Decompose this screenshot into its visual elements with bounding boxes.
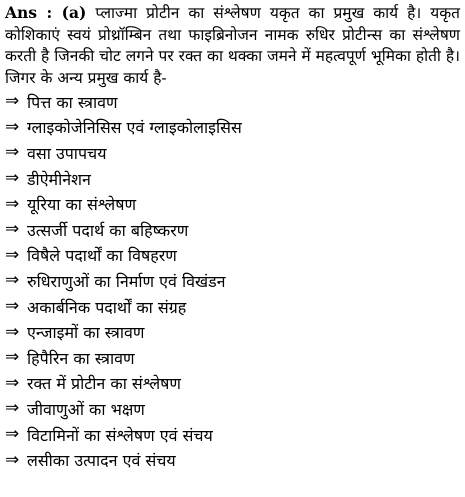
double-arrow-icon: ⇒ <box>5 296 20 317</box>
list-item-text: विषैले पदार्थों का विषहरण <box>27 246 177 266</box>
list-item <box>5 422 460 448</box>
list-item <box>5 191 460 217</box>
double-arrow-icon: ⇒ <box>5 219 20 240</box>
liver-functions-list <box>5 89 460 473</box>
list-item <box>5 166 460 192</box>
list-item <box>5 268 460 294</box>
list-item <box>5 345 460 371</box>
list-item-text: विटामिनों का संश्लेषण एवं संचय <box>27 425 213 445</box>
double-arrow-icon: ⇒ <box>5 270 20 291</box>
double-arrow-icon: ⇒ <box>5 424 20 445</box>
list-item-text: लसीका उत्पादन एवं संचय <box>27 451 176 471</box>
list-item <box>5 140 460 166</box>
double-arrow-icon: ⇒ <box>5 193 20 214</box>
answer-intro-text: प्लाज्मा प्रोटीन का संश्लेषण यकृत का प्रमुख कार्य है। यकृत कोशिकाएं स्वयं प्रोथ्रॉम्बिन तथा फाइब्रिनोजन नामक रुधिर प्रोटीन्स का संश्लेषण करती है जिनकी चोट लगने पर रक्त का थक्का जमने में महत्वपूर्ण भूमिका होती है। जिगर के अन्य प्रमुख कार्य है- <box>5 4 460 87</box>
list-item <box>5 447 460 473</box>
list-item-text: रुधिराणुओं का निर्माण एवं विखंडन <box>27 271 226 291</box>
list-item-text: ग्लाइकोजेनिसिस एवं ग्लाइकोलाइसिस <box>27 118 242 138</box>
list-item <box>5 396 460 422</box>
double-arrow-icon: ⇒ <box>5 398 20 419</box>
double-arrow-icon: ⇒ <box>5 372 20 393</box>
double-arrow-icon: ⇒ <box>5 142 20 163</box>
list-item <box>5 89 460 115</box>
double-arrow-icon: ⇒ <box>5 244 20 265</box>
list-item-text: पित्त का स्त्रावण <box>27 92 118 112</box>
list-item-text: एन्जाइमों का स्त्रावण <box>27 323 145 343</box>
list-item <box>5 294 460 320</box>
list-item <box>5 243 460 269</box>
list-item <box>5 217 460 243</box>
list-item-text: जीवाणुओं का भक्षण <box>27 399 145 419</box>
double-arrow-icon: ⇒ <box>5 91 20 112</box>
list-item-text: वसा उपापचय <box>27 143 107 163</box>
list-item <box>5 371 460 397</box>
double-arrow-icon: ⇒ <box>5 116 20 137</box>
double-arrow-icon: ⇒ <box>5 168 20 189</box>
double-arrow-icon: ⇒ <box>5 321 20 342</box>
double-arrow-icon: ⇒ <box>5 347 20 368</box>
answer-label: Ans : (a) <box>5 3 87 22</box>
list-item-text: हिपैरिन का स्त्रावण <box>27 348 135 368</box>
list-item-text: उत्सर्जी पदार्थ का बहिष्करण <box>27 220 189 240</box>
list-item <box>5 319 460 345</box>
list-item-text: यूरिया का संश्लेषण <box>27 195 137 215</box>
list-item <box>5 115 460 141</box>
answer-paragraph <box>5 2 460 89</box>
list-item-text: रक्त में प्रोटीन का संश्लेषण <box>27 374 181 394</box>
double-arrow-icon: ⇒ <box>5 449 20 470</box>
list-item-text: अकार्बनिक पदार्थों का संग्रह <box>27 297 187 317</box>
list-item-text: डीऐमीनेशन <box>27 169 91 189</box>
